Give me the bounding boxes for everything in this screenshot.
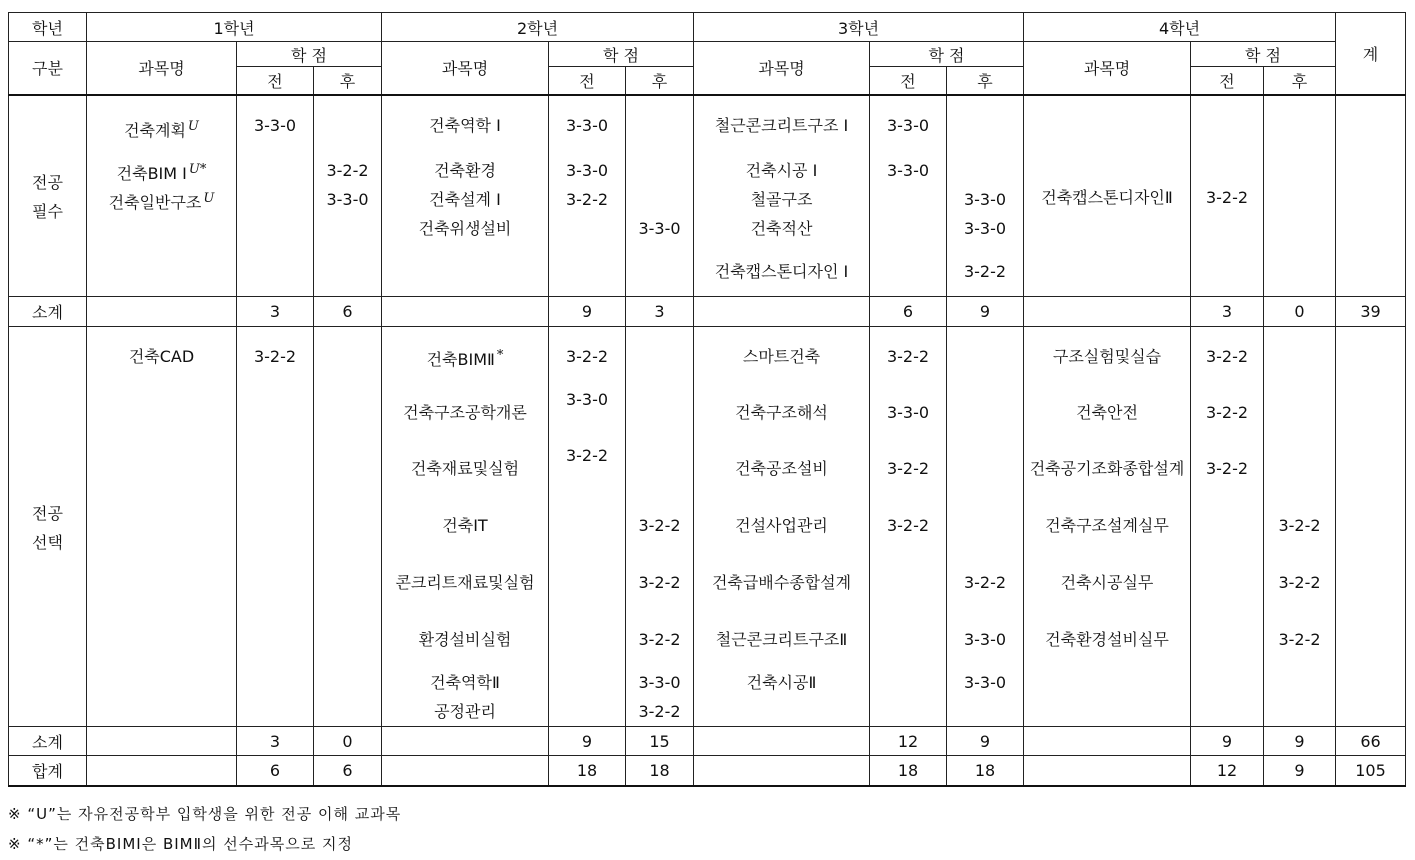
course-name: 구조실험및실습: [1052, 347, 1162, 367]
course-name: 건설사업관리: [735, 516, 828, 536]
req-sub-y1-name: [87, 297, 237, 327]
req-y2-names: [382, 95, 549, 297]
req-sub-y4-first: 3: [1191, 297, 1264, 327]
credit-value: 3-3-0: [963, 630, 1007, 650]
course-name: 건축위생설비: [418, 218, 512, 238]
grand-total: 105: [1336, 756, 1406, 786]
credit-value: 3-2-2: [565, 189, 609, 209]
course-name: 콘크리트재료및실험: [395, 573, 535, 593]
header-first-3: 전: [870, 67, 947, 95]
header-second-2: 후: [626, 67, 694, 95]
credit-value: 3-2-2: [1205, 459, 1249, 479]
curriculum-table: [8, 12, 1406, 787]
ele-sub-y1-second: 0: [314, 727, 382, 756]
credit-value: 3-2-2: [1205, 403, 1249, 423]
ele-sub-y4-first: 9: [1191, 727, 1264, 756]
grand-y4-second: 9: [1264, 756, 1336, 786]
course-name: 건축안전: [1076, 403, 1138, 423]
credit-value: 3-3-0: [963, 218, 1007, 238]
course-name: 건축BIM Ⅰ $^{U*}$: [116, 161, 207, 183]
credit-value: 3-2-2: [963, 573, 1007, 593]
note-star: ※ “*”는 건축BIMⅠ은 BIMⅡ의 선수과목으로 지정: [8, 835, 353, 853]
credit-value: 3-2-2: [886, 347, 930, 367]
credit-value: 3-2-2: [326, 160, 369, 180]
header-second-4: 후: [1264, 67, 1336, 95]
credit-value: 3-2-2: [638, 630, 681, 650]
credit-value: 3-2-2: [638, 516, 681, 536]
credit-value: 3-3-0: [638, 218, 681, 238]
course-name: 건축시공Ⅱ: [746, 673, 817, 693]
req-sub-y2-name: [382, 297, 549, 327]
course-name: 공정관리: [434, 702, 496, 722]
header-course-name-1: 과목명: [87, 42, 237, 95]
course-name: 철근콘크리트구조 Ⅰ: [714, 115, 849, 135]
credit-value: 3-2-2: [886, 459, 930, 479]
credit-value: 3-3-0: [565, 160, 609, 180]
req-total-empty: [1336, 95, 1406, 297]
credit-value: 3-2-2: [565, 446, 609, 466]
course-marker: U: [203, 190, 215, 206]
grand-y2-name: [382, 756, 549, 786]
credit-value: 3-2-2: [963, 261, 1007, 281]
course-name: 건축공조설비: [735, 459, 828, 479]
credit-value: 3-3-0: [565, 115, 609, 135]
note-u: ※ “U”는 자유전공학부 입학생을 위한 전공 이해 교과목: [8, 805, 402, 823]
credit-value: 3-3-0: [638, 673, 681, 693]
course-name: 건축적산: [750, 218, 813, 238]
course-name: 건축역학 Ⅰ: [429, 115, 501, 135]
credit-value: 3-3-0: [565, 390, 609, 410]
course-name: 스마트건축: [742, 347, 821, 367]
header-year-2: 2학년: [382, 13, 694, 42]
course-name: 건축재료및실험: [410, 459, 520, 479]
course-name: 건축캡스톤디자인 Ⅰ: [714, 261, 849, 281]
req-sub-y1-first: 3: [237, 297, 314, 327]
ele-sub-y2-name: [382, 727, 549, 756]
course-marker: U: [187, 118, 199, 134]
course-marker: U*: [188, 161, 207, 177]
header-second-3: 후: [947, 67, 1024, 95]
course-name: 건축BIMⅡ *: [426, 348, 504, 370]
header-credits-2: 학 점: [549, 42, 694, 67]
course-name: 건축CAD: [128, 347, 195, 367]
header-second-1: 후: [314, 67, 382, 95]
credit-value: 3-2-2: [638, 702, 681, 722]
course-name: 건축환경: [434, 160, 496, 180]
ele-sub-y3-second: 9: [947, 727, 1024, 756]
label-major-required: 전공 필수: [9, 95, 87, 297]
label-major-elective: 전공 선택: [9, 327, 87, 727]
req-y2-first: [549, 95, 626, 297]
header-year-3: 3학년: [694, 13, 1024, 42]
header-total: 계: [1336, 13, 1406, 95]
course-name: 건축급배수종합설계: [711, 573, 852, 593]
ele-sub-y2-first: 9: [549, 727, 626, 756]
credit-value: 3-3-0: [963, 673, 1007, 693]
course-name: 건축역학Ⅱ: [430, 673, 500, 693]
grand-y3-first: 18: [870, 756, 947, 786]
req-y3-second: [947, 95, 1024, 297]
req-sub-y3-second: 9: [947, 297, 1024, 327]
grand-y1-second: 6: [314, 756, 382, 786]
course-name: 건축시공 Ⅰ: [745, 160, 818, 180]
req-y4-first: [1191, 95, 1264, 297]
course-name: 환경설비실험: [418, 630, 512, 650]
ele-y1-names: [87, 327, 237, 727]
ele-sub-y1-name: [87, 727, 237, 756]
course-name: 건축시공실무: [1060, 573, 1154, 593]
ele-total-empty: [1336, 327, 1406, 727]
ele-sub-y3-name: [694, 727, 870, 756]
course-name: 건축구조공학개론: [403, 403, 527, 423]
ele-sub-y1-first: 3: [237, 727, 314, 756]
course-name: 건축일반구조 $^U$: [108, 190, 215, 212]
ele-sub-total: 66: [1336, 727, 1406, 756]
req-y2-second: [626, 95, 694, 297]
grand-y4-first: 12: [1191, 756, 1264, 786]
req-sub-total: 39: [1336, 297, 1406, 327]
grand-y1-first: 6: [237, 756, 314, 786]
course-name: 건축설계 Ⅰ: [429, 189, 501, 209]
ele-y2-first: [549, 327, 626, 727]
req-y3-names: [694, 95, 870, 297]
header-first-2: 전: [549, 67, 626, 95]
ele-sub-y4-name: [1024, 727, 1191, 756]
req-y3-first: [870, 95, 947, 297]
grand-y2-second: 18: [626, 756, 694, 786]
credit-value: 3-3-0: [253, 115, 297, 135]
header-year-4: 4학년: [1024, 13, 1336, 42]
ele-y2-second: [626, 327, 694, 727]
ele-sub-y3-first: 12: [870, 727, 947, 756]
grand-y1-name: [87, 756, 237, 786]
ele-y2-names: [382, 327, 549, 727]
credit-value: 3-2-2: [1278, 516, 1321, 536]
req-sub-y4-second: 0: [1264, 297, 1336, 327]
course-name: 건축계획 $^U$: [124, 118, 199, 140]
course-name: 건축환경설비실무: [1045, 630, 1169, 650]
header-course-name-2: 과목명: [382, 42, 549, 95]
ele-y3-second: [947, 327, 1024, 727]
ele-y1-second: [314, 327, 382, 727]
course-name: 철근콘크리트구조Ⅱ: [715, 630, 848, 650]
course-name: 건축공기조화종합설계: [1029, 459, 1185, 479]
ele-y3-names: [694, 327, 870, 727]
credit-value: 3-3-0: [886, 115, 930, 135]
grand-y2-first: 18: [549, 756, 626, 786]
req-y1-second: [314, 95, 382, 297]
credit-value: 3-2-2: [1205, 187, 1249, 207]
course-name: 건축IT: [442, 516, 488, 536]
credit-value: 3-2-2: [1278, 573, 1321, 593]
label-required-subtotal: 소계: [9, 297, 87, 327]
credit-value: 3-2-2: [565, 347, 609, 367]
course-name: 건축구조해석: [735, 403, 828, 423]
credit-value: 3-3-0: [886, 160, 930, 180]
ele-y4-names: [1024, 327, 1191, 727]
grand-y4-name: [1024, 756, 1191, 786]
header-credits-3: 학 점: [870, 42, 1024, 67]
credit-value: 3-2-2: [638, 573, 681, 593]
req-sub-y4-name: [1024, 297, 1191, 327]
ele-y4-first: [1191, 327, 1264, 727]
credit-value: 3-3-0: [963, 189, 1007, 209]
header-grade: 학년: [9, 13, 87, 42]
credit-value: 3-3-0: [886, 403, 930, 423]
ele-sub-y2-second: 15: [626, 727, 694, 756]
req-sub-y3-first: 6: [870, 297, 947, 327]
credit-value: 3-2-2: [1205, 347, 1249, 367]
req-sub-y1-second: 6: [314, 297, 382, 327]
req-y4-second: [1264, 95, 1336, 297]
req-sub-y2-second: 3: [626, 297, 694, 327]
course-name: 건축구조설계실무: [1045, 516, 1169, 536]
header-year-1: 1학년: [87, 13, 382, 42]
course-name: 건축캡스톤디자인Ⅱ: [1041, 187, 1173, 207]
credit-value: 3-3-0: [326, 189, 369, 209]
course-marker: *: [496, 348, 504, 364]
header-division: 구분: [9, 42, 87, 95]
req-y1-names: [87, 95, 237, 297]
req-sub-y2-first: 9: [549, 297, 626, 327]
label-grand-total: 합계: [9, 756, 87, 786]
grand-y3-name: [694, 756, 870, 786]
header-first-1: 전: [237, 67, 314, 95]
label-elective-subtotal: 소계: [9, 727, 87, 756]
req-sub-y3-name: [694, 297, 870, 327]
ele-y1-first: [237, 327, 314, 727]
course-name: 철골구조: [750, 189, 813, 209]
header-credits-4: 학 점: [1191, 42, 1336, 67]
header-course-name-3: 과목명: [694, 42, 870, 95]
ele-y3-first: [870, 327, 947, 727]
grand-y3-second: 18: [947, 756, 1024, 786]
header-first-4: 전: [1191, 67, 1264, 95]
credit-value: 3-2-2: [1278, 630, 1321, 650]
header-course-name-4: 과목명: [1024, 42, 1191, 95]
header-credits-1: 학 점: [237, 42, 382, 67]
req-y1-first: [237, 95, 314, 297]
credit-value: 3-2-2: [886, 516, 930, 536]
req-y4-names: [1024, 95, 1191, 297]
ele-y4-second: [1264, 327, 1336, 727]
credit-value: 3-2-2: [253, 347, 297, 367]
ele-sub-y4-second: 9: [1264, 727, 1336, 756]
